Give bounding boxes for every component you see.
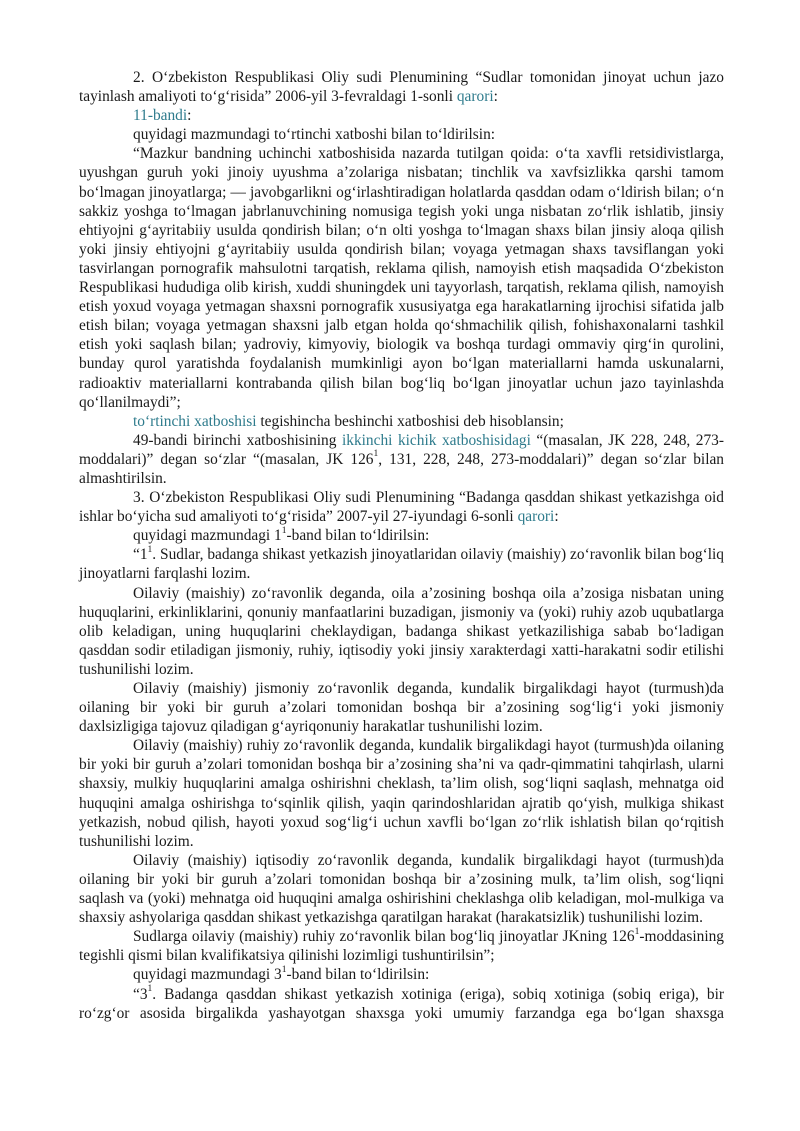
second-subparagraph-link[interactable]: ikkinchi kichik xatboshisidagi: [341, 431, 531, 449]
paragraph-band-49: 49-bandi birinchi xatboshisining ikkinchi kichik xatboshisidagi “(masalan, JK 228, 248, 273-moddalari)” degan so‘zlar “(masalan, JK $126^1$, 131, 228, 248, 273-moddalari)” degan so‘zlar bilan almashtirilsin.: [79, 431, 725, 487]
paragraph-add-fourth: quyidagi mazmundagi to‘rtinchi xatboshi bilan to‘ldirilsin:: [133, 126, 496, 144]
paragraph-qualification: Sudlarga oilaviy (maishiy) ruhiy zo‘ravonlik bilan bog‘liq jinoyatlar JKning $126^1$-moddasining tegishli qismi bilan kvalifikatsiya qilinishi lozimligi tushuntirilsin”;: [79, 925, 724, 965]
paragraph-psychological-violence: Oilaviy (maishiy) ruhiy zo‘ravonlik deganda, kundalik birgalikdagi hayot (turmush)da oilaning bir yoki bir guruh a’zolari tomonidan boshqa bir a’zosining sha’ni va qadr-qimmatini tahqirlash, ularni shaxsiy, mulkiy huquqlarini amalga oshirishni cheklash, ta’lim olish, sog‘liqni saqlash, mehnatga oid huquqini amalga oshirishga to‘sqinlik qilish, yaqin qarindoshlaridan ajratib qo‘yish, mulkiga shikast yetkazish, nobud qilish, hayoti yoxud sog‘lig‘i uchun xavfli bo‘lgan zo‘rlik ishlatish bilan qo‘rqitish tushunilishi lozim.: [79, 737, 724, 850]
paragraph-add-band-1-1: quyidagi mazmundagi $1^1$-band bilan to‘ldirilsin:: [133, 524, 430, 545]
qarori-link-2[interactable]: qarori: [517, 508, 555, 526]
paragraph-renumber: to‘rtinchi xatboshisi tegishincha beshinchi xatboshisi deb hisoblansin;: [133, 412, 564, 430]
superscript: 1: [281, 963, 287, 975]
paragraph-add-band-3-1: quyidagi mazmundagi $3^1$-band bilan to‘ldirilsin:: [133, 963, 430, 984]
paragraph-item-3: 3. O‘zbekiston Respublikasi Oliy sudi Plenumining “Badanga qasddan shikast yetkazishga oid ishlar bo‘yicha sud amaliyoti to‘g‘risida” 2007-yil 27-iyundagi 6-sonli qarori:: [79, 489, 724, 526]
superscript: 1: [634, 925, 640, 937]
paragraph-band-3-1-text: “$3^1$. Badanga qasddan shikast yetkazish xotiniga (eriga), sobiq xotiniga (sobiq eriga), bir ro‘zg‘or asosida birgalikda yashayotgan shaxsga yoki umumiy farzandga ega bo‘lgan shaxsga: [79, 982, 724, 1022]
paragraph-quote-rule: “Mazkur bandning uchinchi xatboshisida nazarda tutilgan qoida: o‘ta xavfli retsidivistlarga, uyushgan guruh yoki jinoiy uyushma a’zolariga nisbatan; tinchlik va xavfsizlikka qarshi tamom bo‘lmagan jinoyatlarga; — javobgarlikni og‘irlashtiradigan holatlarda qasddan odam o‘ldirish bilan; o‘n sakkiz yoshga to‘lmagan jabrlanuvchining nomusiga tegish yoki unga nisbatan zo‘rlik ishlatib, jinsiy ehtiyojni g‘ayritabiiy usulda qondirish bilan; o‘n olti yoshga to‘lmagan shaxs bilan jinsiy aloqa qilish yoki jinsiy ehtiyojni g‘ayritabiiy usulda qondirish bilan; voyaga yetmagan shaxs tavsiflangan yoki tasvirlangan pornografik mahsulotni tarqatish, reklama qilish, namoyish etish maqsadida O‘zbekiston Respublikasi hududiga olib kirish, xuddi shuningdek uni tayyorlash, tarqatish, reklama qilish, namoyish etish yoxud voyaga yetmagan shaxsni pornografik xususiyatga ega harakatlarning ijrochisi sifatida jalb etish bilan; voyaga yetmagan shaxsni jalb etgan holda qo‘shmachilik qilish, fohishaxonalarni tashkil etish yoki saqlash bilan; yadroviy, kimyoviy, biologik va boshqa turdagi ommaviy qirg‘in qurolini, bunday qurol yaratishda foydalanish mumkinligi ayon bo‘lgan materiallarni hamda uskunalarni, radioaktiv materiallarni kontrabanda qilish bilan bog‘liq bo‘lgan jinoyatlar uchun jazo tayinlashda qo‘llanilmaydi”;: [79, 145, 724, 411]
paragraph-band-1-1-text: “$1^1$. Sudlar, badanga shikast yetkazish jinoyatlaridan oilaviy (maishiy) zo‘ravonlik bilan bog‘liq jinoyatlarni farqlashi lozim.: [79, 543, 724, 583]
paragraph-band-11: 11-bandi:: [133, 107, 192, 125]
fourth-paragraph-link[interactable]: to‘rtinchi xatboshisi: [133, 412, 257, 430]
superscript: 1: [281, 524, 287, 536]
paragraph-physical-violence: Oilaviy (maishiy) jismoniy zo‘ravonlik deganda, kundalik birgalikdagi hayot (turmush)da oilaning bir yoki bir guruh a’zolari tomonidan boshqa bir a’zosining sog‘lig‘i yoki jismoniy daxlsizligiga tajovuz qiladigan g‘ayriqonuniy harakatlar tushunilishi lozim.: [79, 680, 724, 736]
paragraph-item-2: 2. O‘zbekiston Respublikasi Oliy sudi Plenumining “Sudlar tomonidan jinoyat uchun jazo tayinlash amaliyoti to‘g‘risida” 2006-yil 3-fevraldagi 1-sonli qarori:: [79, 69, 724, 106]
paragraph-family-violence: Oilaviy (maishiy) zo‘ravonlik deganda, oila a’zosining boshqa oila a’zosiga nisbatan uning huquqlarini, erkinliklarini, qonuniy manfaatlarini buzadigan, jismoniy va (yoki) ruhiy azob uqubatlarga olib keladigan, uning huquqlarini cheklaydigan, badanga shikast yetkazilishiga sabab bo‘ladigan qasddan sodir etiladigan jismoniy, ruhiy, iqtisodiy yoki jinsiy xarakterdagi xatti-harakatni sodir etilishi tushunilishi lozim.: [79, 584, 724, 678]
qarori-link[interactable]: qarori: [456, 88, 494, 106]
document-body: [79, 68, 724, 1023]
band-11-link[interactable]: 11-bandi: [133, 107, 188, 125]
superscript: 1: [147, 982, 153, 994]
paragraph-economic-violence: Oilaviy (maishiy) iqtisodiy zo‘ravonlik deganda, kundalik birgalikdagi hayot (turmush)da oilaning bir yoki bir guruh a’zolari tomonidan boshqa bir a’zosining mulk, ta’lim olish, sog‘liqni saqlash va (yoki) mehnatga oid huquqini amalga oshirishini cheklashga olib keladigan, mol-mulkiga va shaxsiy ashyolariga qasddan shikast yetkazishga qaratilgan harakat (harakatsizlik) tushunilishi lozim.: [79, 851, 724, 927]
superscript: 1: [147, 543, 153, 555]
superscript: 1: [373, 448, 379, 460]
